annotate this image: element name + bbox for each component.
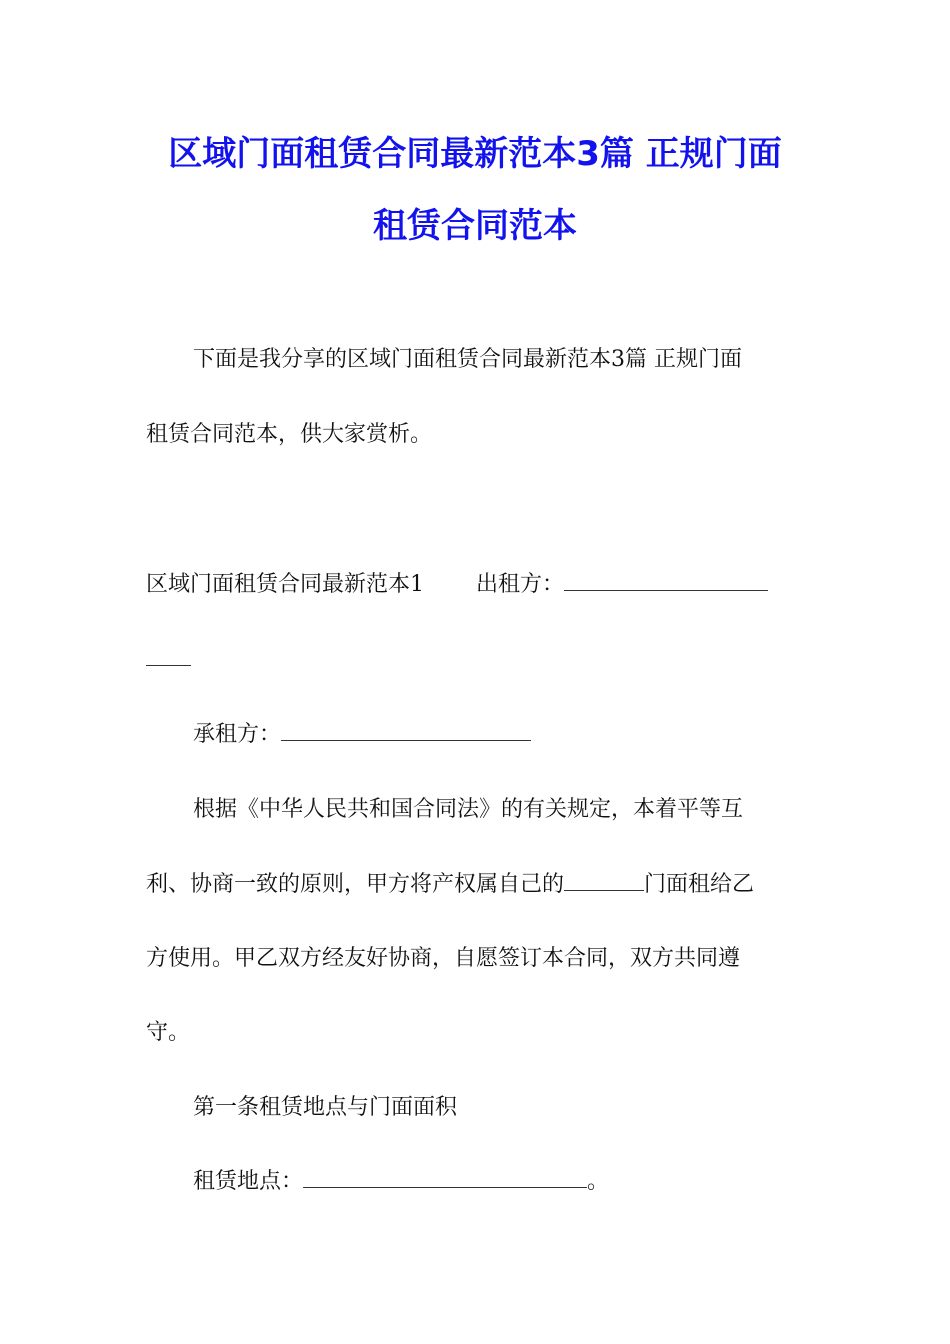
location-label: 租赁地点： — [193, 1169, 304, 1194]
paragraph-line-3: 方使用。甲乙双方经友好协商，自愿签订本合同，双方共同遵 — [146, 946, 741, 971]
paragraph-line-2-end: 门面租给乙 — [644, 872, 755, 897]
document-title-line-1: 区域门面租赁合同最新范本3篇 正规门面 — [168, 134, 782, 174]
location-blank — [303, 1167, 587, 1188]
intro-line-2: 租赁合同范本，供大家赏析。 — [146, 422, 433, 447]
intro-line-1: 下面是我分享的区域门面租赁合同最新范本3篇 正规门面 — [193, 347, 742, 372]
document-title-line-2: 租赁合同范本 — [373, 206, 577, 246]
lessee-blank — [281, 720, 531, 741]
paragraph-line-1: 根据《中华人民共和国合同法》的有关规定，本着平等互 — [193, 797, 744, 822]
article-1-heading: 第一条租赁地点与门面面积 — [193, 1095, 458, 1120]
lessor-blank — [564, 570, 768, 591]
paragraph-line-2-start: 利、协商一致的原则，甲方将产权属自己的 — [146, 872, 565, 897]
paragraph-line-4: 守。 — [146, 1020, 191, 1045]
section-heading-row — [146, 570, 768, 600]
premises-blank — [564, 870, 644, 891]
paragraph-line-2 — [146, 870, 754, 900]
section-heading: 区域门面租赁合同最新范本1 — [146, 572, 424, 597]
lessor-blank-continued — [146, 665, 191, 666]
location-row — [193, 1167, 609, 1197]
lessee-label: 承租方： — [193, 722, 282, 747]
lessor-label: 出租方： — [476, 572, 565, 597]
location-end: 。 — [587, 1169, 610, 1194]
lessee-row — [193, 720, 531, 750]
